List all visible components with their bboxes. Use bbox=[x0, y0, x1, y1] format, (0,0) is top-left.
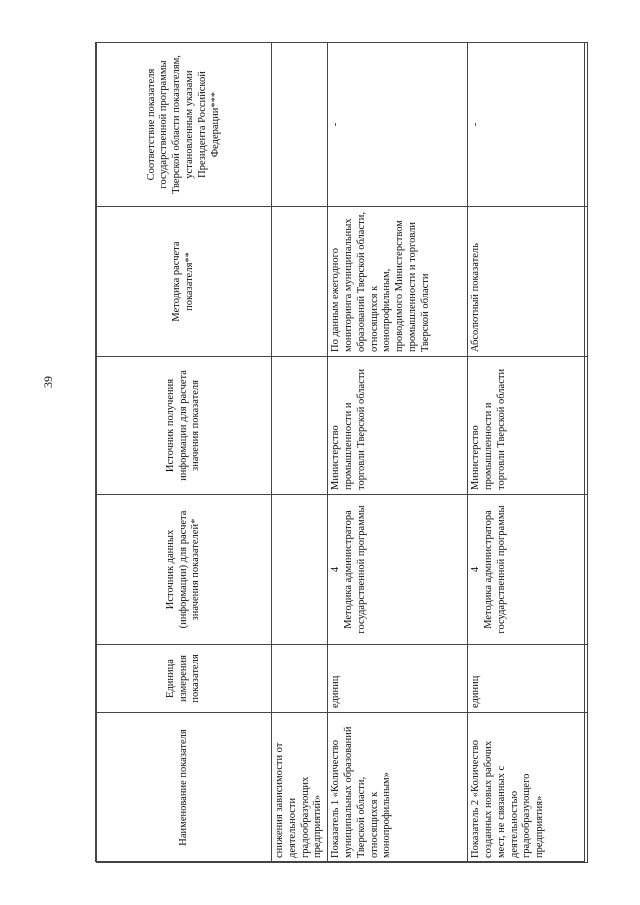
data-source-text: Методика администратора государственной программы bbox=[482, 505, 507, 634]
header-info-source: Источник получения информации для расчета значения показателя bbox=[97, 357, 272, 495]
cell-data-source bbox=[468, 495, 588, 645]
cell-indicator-name: снижения зависимости от деятельности градообразующих предприятий» bbox=[272, 713, 328, 863]
table-row bbox=[272, 43, 328, 863]
cell-compliance: - bbox=[468, 43, 588, 207]
header-compliance: Соответствие показателя государственной программы Тверской области показателям, установленным указами Президента Российской Федерации*** bbox=[97, 43, 272, 207]
cell-unit: единиц bbox=[468, 645, 588, 713]
cell-data-source bbox=[272, 495, 328, 645]
page-number: 39 bbox=[41, 376, 55, 388]
cell-unit: единиц bbox=[328, 645, 468, 713]
cell-compliance bbox=[272, 43, 328, 207]
cell-info-source: Министерство промышленности и торговли Тверской области bbox=[468, 357, 588, 495]
cell-info-source: Министерство промышленности и торговли Тверской области bbox=[328, 357, 468, 495]
header-indicator-name: Наименование показателя bbox=[97, 713, 272, 863]
table-row bbox=[468, 43, 588, 863]
indicator-table-frame bbox=[95, 42, 585, 862]
table-header-row bbox=[97, 43, 272, 863]
cell-unit bbox=[272, 645, 328, 713]
cell-indicator-name: Показатель 1 «Количество муниципальных образований Тверской области, относящихся к монопрофильным» bbox=[328, 713, 468, 863]
cell-info-source bbox=[272, 357, 328, 495]
header-unit: Единица измерения показателя bbox=[97, 645, 272, 713]
cell-calc-method bbox=[272, 207, 328, 357]
cell-compliance: - bbox=[328, 43, 468, 207]
rotated-table-container bbox=[96, 43, 586, 863]
indicator-table bbox=[96, 42, 588, 863]
table-row bbox=[328, 43, 468, 863]
cell-indicator-name: Показатель 2 «Количество созданных новых рабочих мест, не связанных с деятельностью градообразующего предприятия» bbox=[468, 713, 588, 863]
data-source-number: 4 bbox=[470, 566, 482, 573]
cell-calc-method: По данным ежегодного мониторинга муниципальных образований Тверской области, относящихся к монопрофильным, проводимого Министерством промышленности и торговли Тверской области bbox=[328, 207, 468, 357]
data-source-text: Методика администратора государственной программы bbox=[342, 505, 367, 634]
header-data-source: Источник данных (информации) для расчета значения показателей* bbox=[97, 495, 272, 645]
cell-calc-method: Абсолютный показатель bbox=[468, 207, 588, 357]
data-source-number: 4 bbox=[330, 566, 342, 573]
cell-data-source bbox=[328, 495, 468, 645]
header-calc-method: Методика расчета показателя** bbox=[97, 207, 272, 357]
